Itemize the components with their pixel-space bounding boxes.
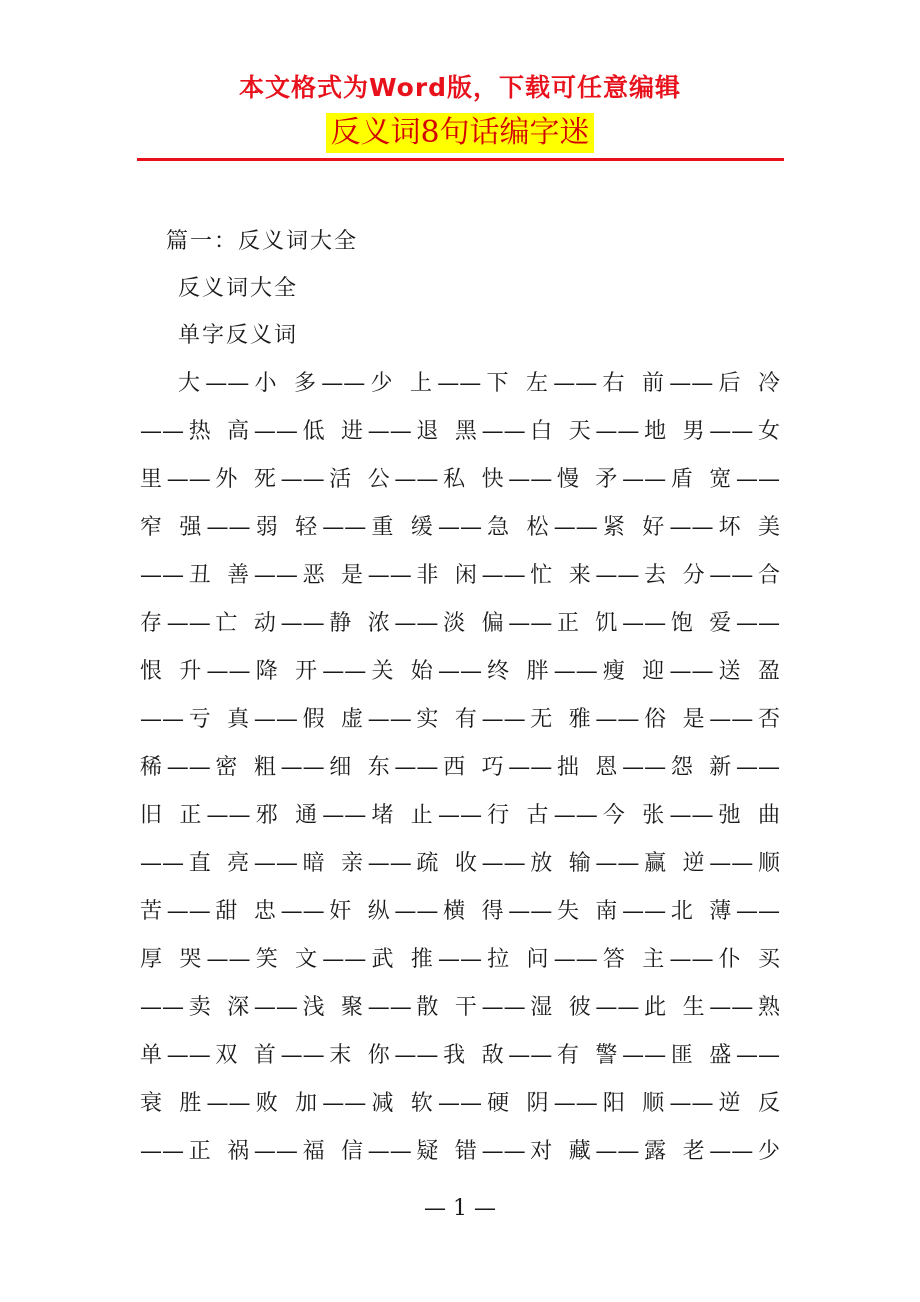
antonym-line: ——热 高——低 进——退 黑——白 天——地 男——女 xyxy=(140,419,780,444)
antonym-line: 单——双 首——末 你——我 敌——有 警——匪 盛—— xyxy=(140,1043,780,1068)
antonym-line: 苦——甜 忠——奸 纵——横 得——失 南——北 薄—— xyxy=(140,899,780,924)
antonym-line: ——卖 深——浅 聚——散 干——湿 彼——此 生——熟 xyxy=(140,995,780,1020)
antonym-line: 大——小 多——少 上——下 左——右 前——后 冷 xyxy=(178,371,780,396)
download-notice: 本文格式为Word版，下载可任意编辑 xyxy=(238,73,682,102)
antonym-line: 旧 正——邪 通——堵 止——行 古——今 张——弛 曲 xyxy=(140,803,780,828)
title-container xyxy=(0,113,920,153)
antonym-line: ——直 亮——暗 亲——疏 收——放 输——赢 逆——顺 xyxy=(140,851,780,876)
antonym-line: 恨 升——降 开——关 始——终 胖——瘦 迎——送 盈 xyxy=(140,659,780,684)
antonym-line: ——正 祸——福 信——疑 错——对 藏——露 老——少 xyxy=(140,1139,780,1164)
antonym-line: 里——外 死——活 公——私 快——慢 矛——盾 宽—— xyxy=(140,467,780,492)
antonym-line: 存——亡 动——静 浓——淡 偏——正 饥——饱 爱—— xyxy=(140,611,780,636)
section-heading: 篇一：反义词大全 xyxy=(166,229,359,254)
antonym-line: 厚 哭——笑 文——武 推——拉 问——答 主——仆 买 xyxy=(140,947,780,972)
antonym-line: 衰 胜——败 加——减 软——硬 阴——阳 顺——逆 反 xyxy=(140,1091,780,1116)
antonym-line: ——丑 善——恶 是——非 闲——忙 来——去 分——合 xyxy=(140,563,780,588)
antonym-line: ——亏 真——假 虚——实 有——无 雅——俗 是——否 xyxy=(140,707,780,732)
page-number: — 1 — xyxy=(424,1196,496,1221)
subsection-heading: 单字反义词 xyxy=(178,323,299,348)
antonym-line: 稀——密 粗——细 东——西 巧——拙 恩——怨 新—— xyxy=(140,755,780,780)
subheading: 反义词大全 xyxy=(178,276,299,301)
antonym-line: 窄 强——弱 轻——重 缓——急 松——紧 好——坏 美 xyxy=(140,515,780,540)
document-title: 反义词8句话编字迷 xyxy=(326,113,593,153)
header-divider xyxy=(137,158,784,161)
